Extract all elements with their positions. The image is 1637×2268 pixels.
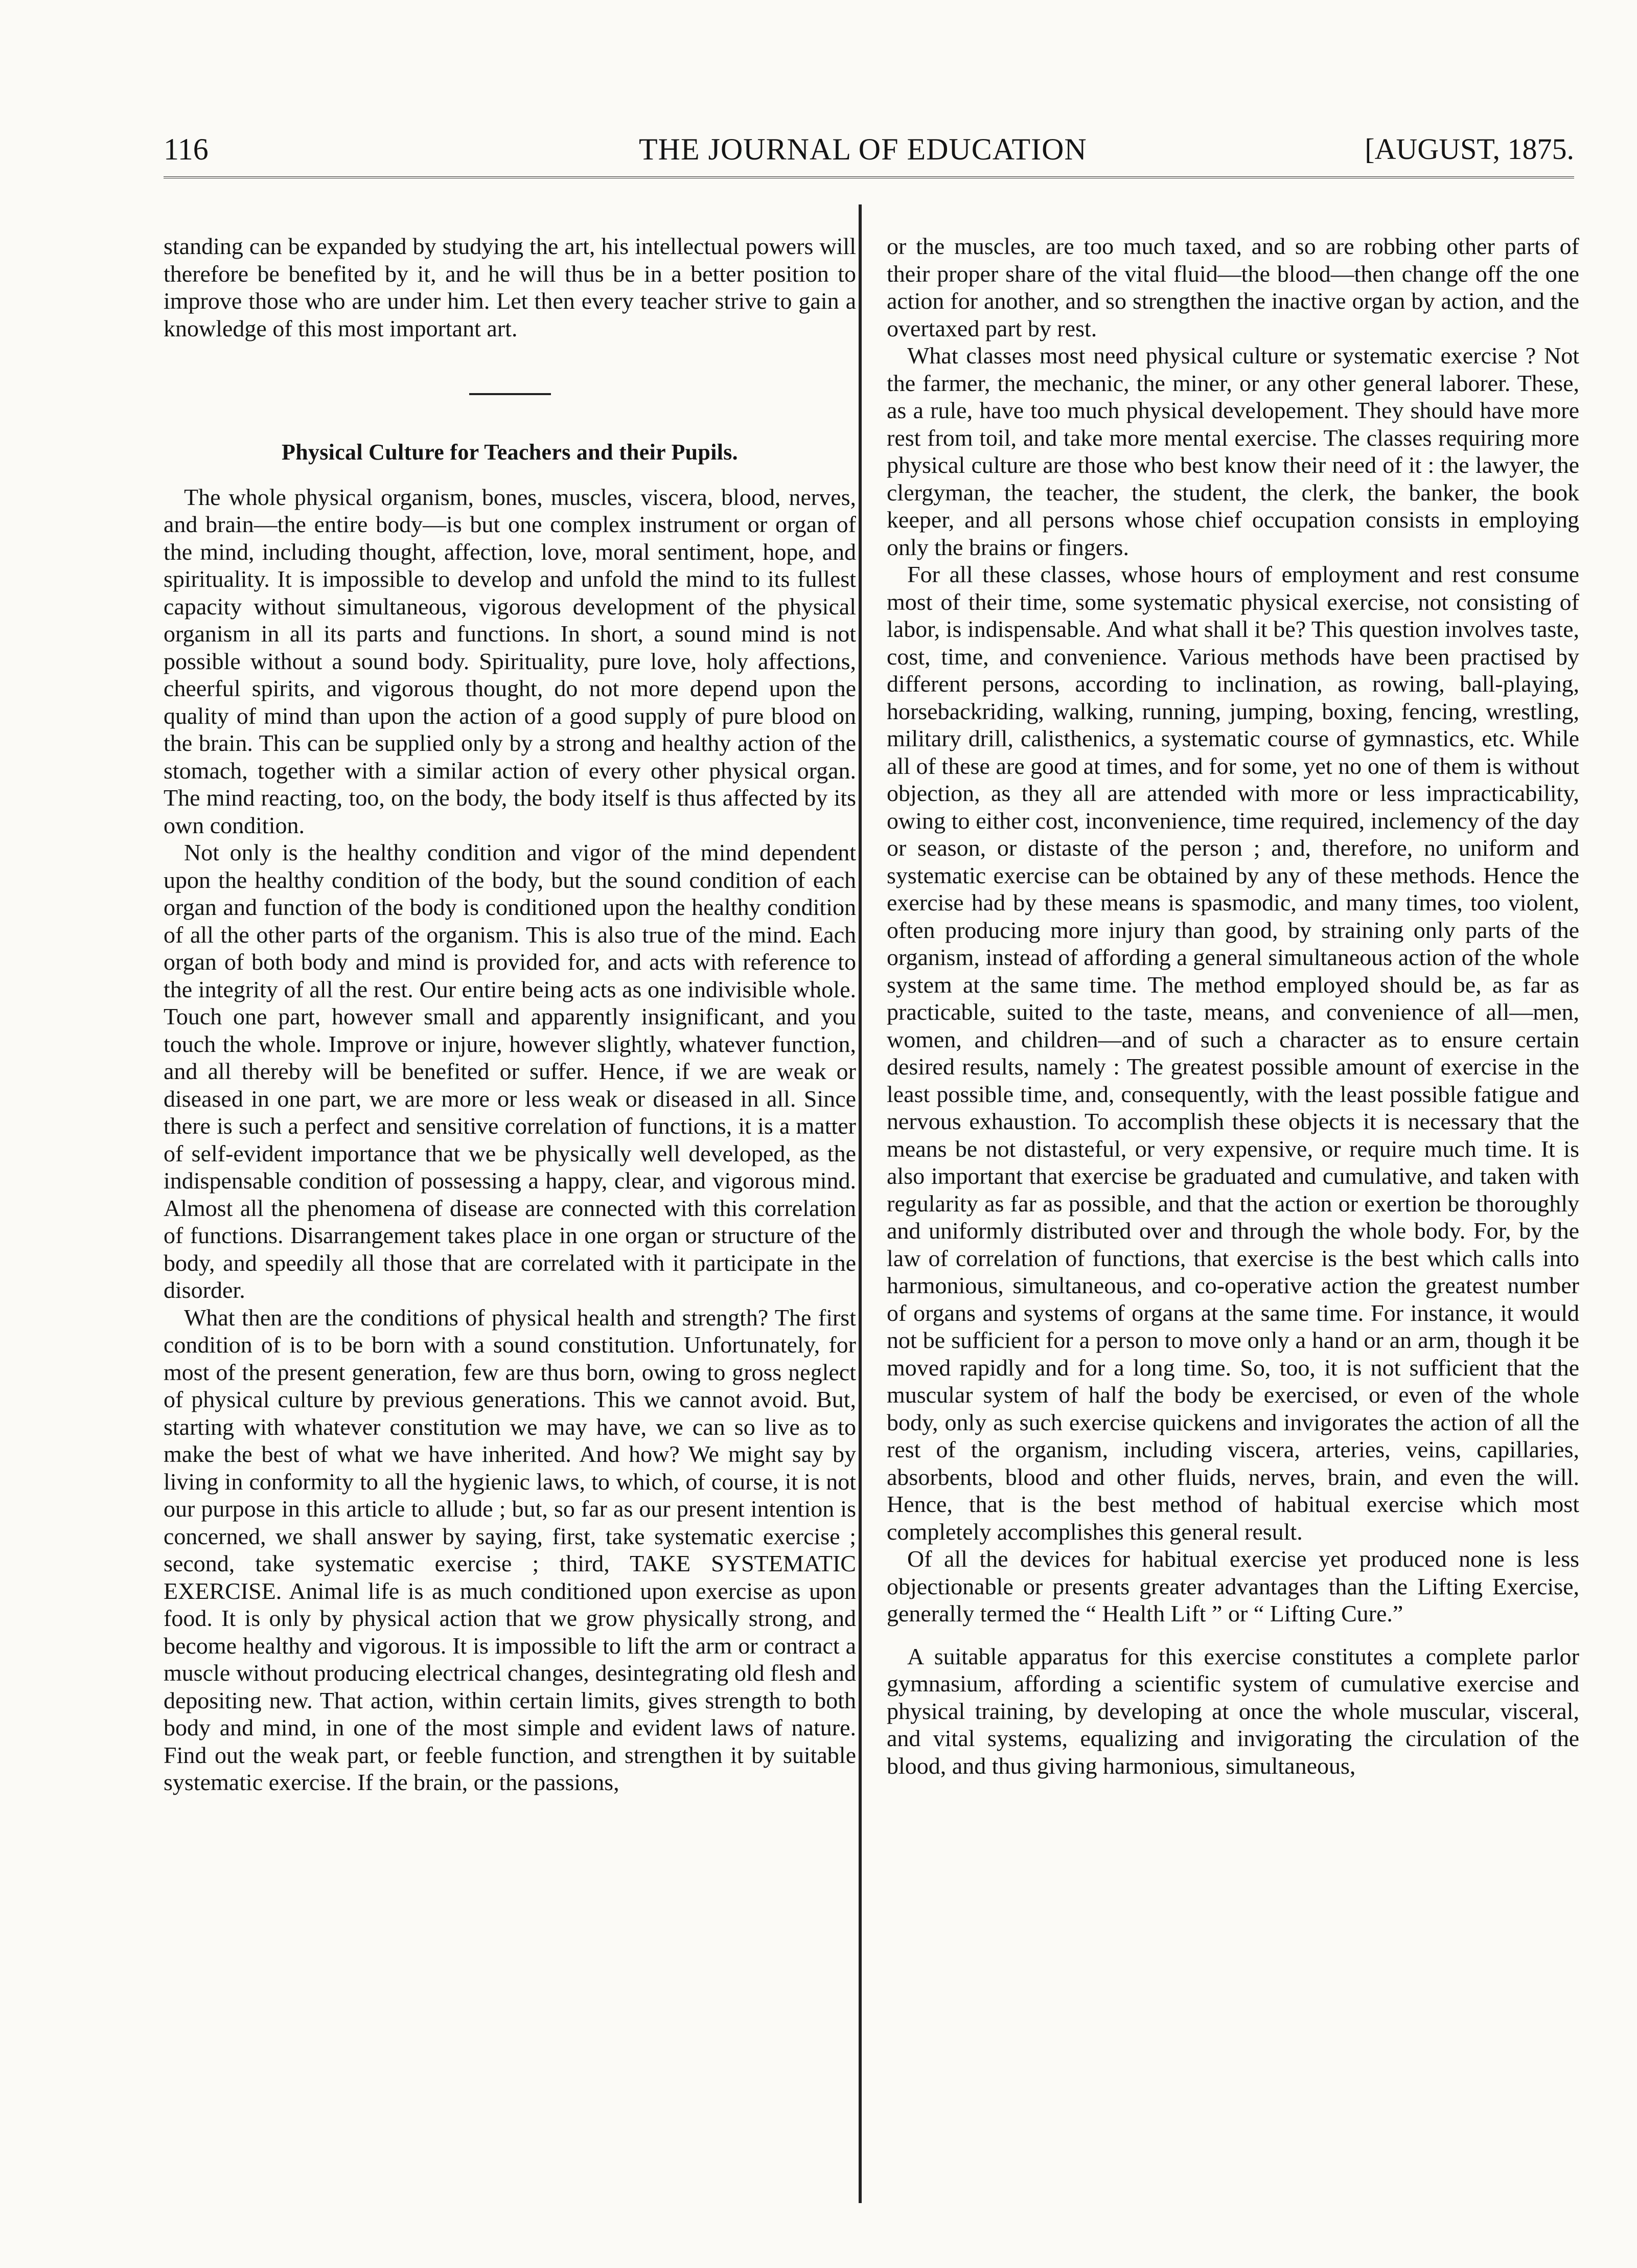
body-paragraph: Of all the devices for habitual exercise yet produced none is less objectionable or presents greater advantages than the Lifting Exercise, generally termed the “ Health Lift ” or “ Lifting Cure.” <box>887 1546 1579 1626</box>
issue-date: [AUGUST, 1875. <box>1365 132 1574 166</box>
intro-paragraph: standing can be expanded by studying the art, his intellectual powers will therefore be benefited by it, and he will thus be in a better position to improve those who are under him. Let then every teacher strive to gain a knowledge of this most important art. <box>164 233 856 341</box>
column-divider <box>859 204 862 2203</box>
body-paragraph: What classes most need physical culture or systematic exercise ? Not the farmer, the mechanic, the miner, or any other general laborer. These, as a rule, have too much physical developement. They should have more rest from toil, and take more mental exercise. The classes requiring more physical culture are those who best know their need of it : the lawyer, the clergyman, the teacher, the student, the clerk, the banker, the book keeper, and all persons whose chief occupation consists in employing only the brains or fingers. <box>887 342 1579 560</box>
left-column <box>164 233 856 1796</box>
header-rule <box>164 176 1574 181</box>
body-paragraph: A suitable apparatus for this exercise constitutes a complete parlor gymnasium, affording a scientific system of cumulative exercise and physical training, by developing at once the whole muscular, visceral, and vital systems, equalizing and invigorating the circulation of the blood, and thus giving harmonious, simultaneous, <box>887 1643 1579 1779</box>
body-paragraph: For all these classes, whose hours of employment and rest consume most of their time, some systematic physical exercise, not consisting of labor, is indispensable. And what shall it be? This question involves taste, cost, time, and convenience. Various methods have been practised by different persons, according to inclination, as rowing, ball-playing, horsebackriding, walking, running, jumping, boxing, fencing, wrestling, military drill, calisthenics, a systematic course of gymnastics, etc. While all of these are good at times, and for some, yet no one of them is without objection, as they all are attended with more or less impracticability, owing to either cost, inconvenience, time required, inclemency of the day or season, or distaste of the person ; and, therefore, no uniform and systematic exercise can be obtained by any of these methods. Hence the exercise had by these means is spasmodic, and many times, too violent, often producing more injury than good, by straining only parts of the organism, instead of affording a general simultaneous action of the whole system at the same time. The method employed should be, as far as practicable, suited to the taste, means, and convenience of all—men, women, and children—and of such a character as to ensure certain desired results, namely : The greatest possible amount of exercise in the least possible time, and, consequently, with the least possible fatigue and nervous exhaustion. To accomplish these objects it is necessary that the means be not distasteful, or very expensive, or require much time. It is also important that exercise be graduated and cumulative, and taken with regularity as far as possible, and that the action or exertion be thoroughly and uniformly distributed over and through the whole body. For, by the law of correlation of functions, that exercise is the best which calls into harmonious, simultaneous, and co-operative action the greatest number of organs and systems of organs at the same time. For instance, it would not be sufficient for a person to move only a hand or an arm, though it be moved rapidly and for a long time. So, too, it is not sufficient that the muscular system of half the body be exercised, or even of the whole body, only as such exercise quickens and invigorates the action of all the rest of the organism, including viscera, arteries, veins, capillaries, absorbents, blood and other fluids, nerves, brain, and even the will. Hence, that is the best method of habitual exercise which most completely accomplishes this general result. <box>887 561 1579 1545</box>
body-paragraph: What then are the conditions of physical health and strength? The first condition of is to be born with a sound constitution. Unfortunately, for most of the present generation, few are thus born, owing to gross neglect of physical culture by previous generations. This we cannot avoid. But, starting with whatever constitution we may have, we can so live as to make the best of what we have inherited. And how? We might say by living in conformity to all the hygienic laws, to which, of course, it is not our purpose in this article to allude ; but, so far as our present intention is concerned, we shall answer by saying, first, take systematic exercise ; second, take systematic exercise ; third, TAKE SYSTEMATIC EXERCISE. Animal life is as much conditioned upon exercise as upon food. It is only by physical action that we grow physically strong, and become healthy and vigorous. It is impossible to lift the arm or contract a muscle without producing electrical changes, desintegrating old flesh and depositing new. That action, within certain limits, gives strength to both body and mind, in one of the most simple and evident laws of nature. Find out the weak part, or feeble function, and strengthen it by suitable systematic exercise. If the brain, or the passions, <box>164 1304 856 1795</box>
body-paragraph: or the muscles, are too much taxed, and so are robbing other parts of their proper share of the vital fluid—the blood—then change off the one action for another, and so strengthen the inactive organ by action, and the overtaxed part by rest. <box>887 233 1579 341</box>
section-separator <box>469 393 551 395</box>
journal-title: THE JOURNAL OF EDUCATION <box>639 132 1087 166</box>
body-paragraph: Not only is the healthy condition and vigor of the mind dependent upon the healthy condition of the body, but the sound condition of each organ and function of the body is conditioned upon the healthy condition of all the other parts of the organism. This is also true of the mind. Each organ of both body and mind is provided for, and acts with reference to the integrity of all the rest. Our entire being acts as one indivisible whole. Touch one part, however small and apparently insignificant, and you touch the whole. Improve or injure, however slightly, whatever function, and all thereby will be benefited or suffer. Hence, if we are weak or diseased in one part, we are more or less weak or diseased in all. Since there is such a perfect and sensitive correlation of functions, it is a matter of self-evident importance that we be physically well developed, as the indispensable condition of possessing a happy, clear, and vigorous mind. Almost all the phenomena of disease are connected with this correlation of functions. Disarrangement takes place in one organ or structure of the body, and speedily all those that are correlated with it participate in the disorder. <box>164 839 856 1303</box>
page-header <box>164 132 1574 173</box>
right-column <box>887 233 1579 1779</box>
body-paragraph: The whole physical organism, bones, muscles, viscera, blood, nerves, and brain—the entire body—is but one complex instrument or organ of the mind, including thought, affection, love, moral sentiment, hope, and spirituality. It is impossible to develop and unfold the mind to its fullest capacity without simultaneous, vigorous development of the physical organism in all its parts and functions. In short, a sound mind is not possible without a sound body. Spirituality, pure love, holy affections, cheerful spirits, and vigorous thought, do not more depend upon the quality of mind than upon the action of a good supply of pure blood on the brain. This can be supplied only by a strong and healthy action of the stomach, together with a similar action of every other physical organ. The mind reacting, too, on the body, the body itself is thus affected by its own condition. <box>164 484 856 838</box>
page-number: 116 <box>164 132 209 166</box>
article-title: Physical Culture for Teachers and their Pupils. <box>282 440 738 465</box>
